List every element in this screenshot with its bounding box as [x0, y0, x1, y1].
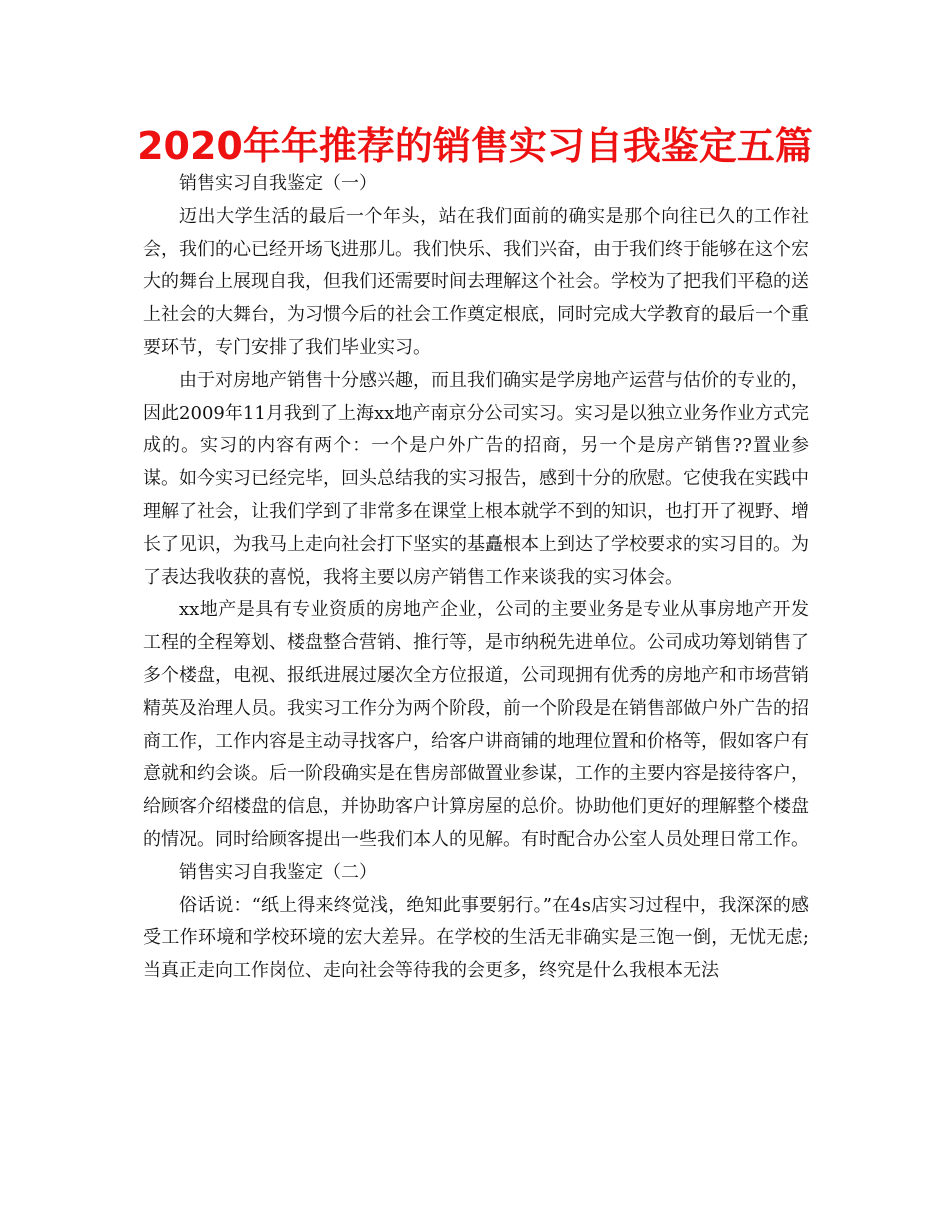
section-heading: 销售实习自我鉴定（一） [179, 173, 377, 194]
paragraph: 俗话说：“纸上得来终觉浅，绝知此事要躬行。”在4s店实习过程中，我深深的感受工作环境和学校环境的宏大差异。在学校的生活无非确实是三饱一倒，无忧无虑;当真正走向工作岗位、走向社会等待我的会更多，终究是什么我根本无法 [143, 894, 809, 982]
document-title: 2020年年推荐的销售实习自我鉴定五篇 [137, 124, 813, 168]
document-body [143, 168, 809, 988]
section-heading: 销售实习自我鉴定（二） [179, 861, 377, 883]
paragraph: 由于对房地产销售十分感兴趣，而且我们确实是学房地产运营与估价的专业的，因此2009年11月我到了上海xx地产南京分公司实习。实习是以独立业务作业方式完成的。实习的内容有两个：一个是户外广告的招商，另一个是房产销售??置业参谋。如今实习已经完毕，回头总结我的实习报告，感到十分的欣慰。它使我在实践中理解了社会，让我们学到了非常多在课堂上根本就学不到的知识，也打开了视野、增长了见识，为我马上走向社会打下坚实的基矗根本上到达了学校要求的实习目的。为了表达我收获的喜悦，我将主要以房产销售工作来谈我的实习体会。 [143, 369, 809, 588]
paragraph: 迈出大学生活的最后一个年头，站在我们面前的确实是那个向往已久的工作社会，我们的心已经开场飞进那儿。我们快乐、我们兴奋，由于我们终于能够在这个宏大的舞台上展现自我，但我们还需要时间去理解这个社会。学校为了把我们平稳的送上社会的大舞台，为习惯今后的社会工作奠定根底，同时完成大学教育的最后一个重要环节，专门安排了我们毕业实习。 [143, 205, 809, 358]
paragraph: xx地产是具有专业资质的房地产企业，公司的主要业务是专业从事房地产开发工程的全程筹划、楼盘整合营销、推行等，是市纳税先进单位。公司成功筹划销售了多个楼盘，电视、报纸进展过屡次全方位报道，公司现拥有优秀的房地产和市场营销精英及治理人员。我实习工作分为两个阶段，前一个阶段是在销售部做户外广告的招商工作，工作内容是主动寻找客户，给客户讲商铺的地理位置和价格等，假如客户有意就和约会谈。后一阶段确实是在售房部做置业参谋，工作的主要内容是接待客户，给顾客介绍楼盘的信息，并协助客户计算房屋的总价。协助他们更好的理解整个楼盘的情况。同时给顾客提出一些我们本人的见解。有时配合办公室人员处理日常工作。 [143, 599, 809, 850]
